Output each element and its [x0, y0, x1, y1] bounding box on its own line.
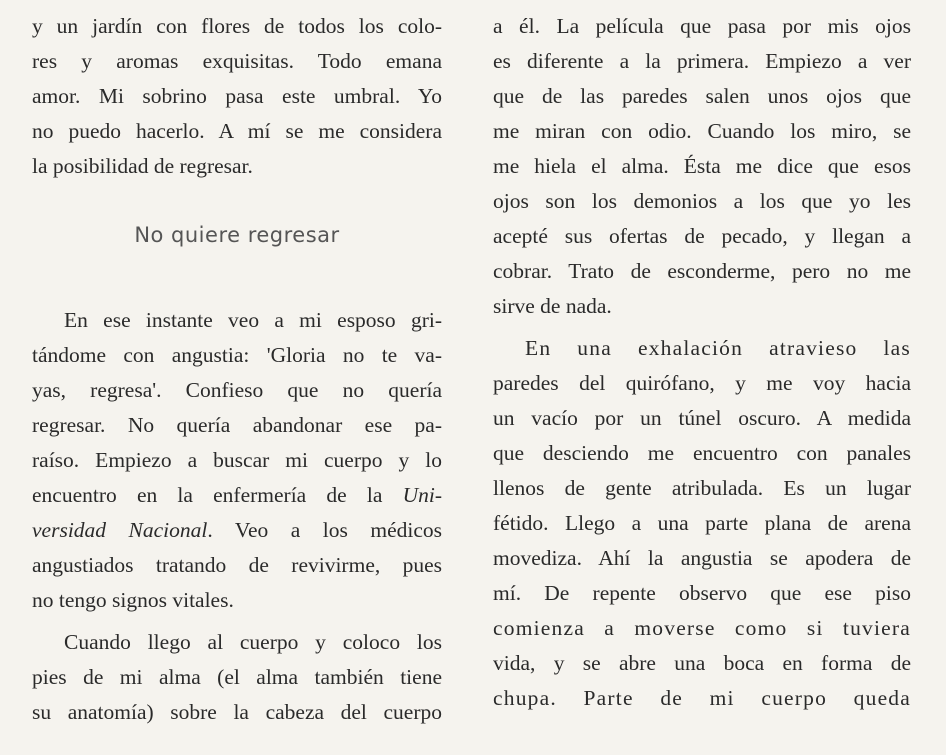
- text-line: ojos son los demonios a los que yo les: [493, 189, 911, 213]
- text-line: no puedo hacerlo. A mí se me considera: [32, 119, 442, 143]
- text-line: raíso. Empiezo a buscar mi cuerpo y lo: [32, 448, 442, 472]
- text-line: regresar. No quería abandonar ese pa-: [32, 413, 442, 437]
- text-line: que de las paredes salen unos ojos que: [493, 84, 911, 108]
- text-line: yas, regresa'. Confieso que no quería: [32, 378, 442, 402]
- text-line: pies de mi alma (el alma también tiene: [32, 665, 442, 689]
- text-line: movediza. Ahí la angustia se apodera de: [493, 546, 911, 570]
- text-line: [32, 481, 442, 509]
- text-line: no tengo signos vitales.: [32, 588, 234, 612]
- text-line: [32, 516, 442, 544]
- text-line: fétido. Llego a una parte plana de arena: [493, 511, 911, 535]
- text-line: Cuando llego al cuerpo y coloco los: [64, 630, 442, 654]
- text-line: angustiados tratando de revivirme, pues: [32, 553, 442, 577]
- text-line: que desciendo me encuentro con panales: [493, 441, 911, 465]
- text-fragment: encuentro en la enfermería de la: [32, 483, 383, 507]
- text-line: la posibilidad de regresar.: [32, 154, 253, 178]
- italic-fragment: versidad Nacional: [32, 518, 208, 542]
- text-line: vida, y se abre una boca en forma de: [493, 651, 911, 675]
- text-line: llenos de gente atribulada. Es un lugar: [493, 476, 911, 500]
- text-line: sirve de nada.: [493, 294, 612, 318]
- text-line: acepté sus ofertas de pecado, y llegan a: [493, 224, 911, 248]
- text-line: tándome con angustia: 'Gloria no te va-: [32, 343, 442, 367]
- text-line: res y aromas exquisitas. Todo emana: [32, 49, 442, 73]
- text-line: amor. Mi sobrino pasa este umbral. Yo: [32, 84, 442, 108]
- text-line: comienza a moverse como si tuviera: [493, 616, 911, 640]
- section-heading: No quiere regresar: [134, 223, 340, 247]
- text-line: me hiela el alma. Ésta me dice que esos: [493, 154, 911, 178]
- text-line: chupa. Parte de mi cuerpo queda: [493, 686, 911, 710]
- text-line: En ese instante veo a mi esposo gri-: [64, 308, 442, 332]
- text-line: paredes del quirófano, y me voy hacia: [493, 371, 911, 395]
- text-line: me miran con odio. Cuando los miro, se: [493, 119, 911, 143]
- text-fragment: . Veo a los médicos: [207, 518, 442, 542]
- text-line: su anatomía) sobre la cabeza del cuerpo: [32, 700, 442, 724]
- text-line: a él. La película que pasa por mis ojos: [493, 14, 911, 38]
- text-line: En una exhalación atravieso las: [525, 336, 911, 360]
- text-line: un vacío por un túnel oscuro. A medida: [493, 406, 911, 430]
- text-line: mí. De repente observo que ese piso: [493, 581, 911, 605]
- text-line: cobrar. Trato de esconderme, pero no me: [493, 259, 911, 283]
- text-line: es diferente a la primera. Empiezo a ver: [493, 49, 911, 73]
- italic-fragment: Uni-: [402, 483, 442, 507]
- text-line: y un jardín con flores de todos los colo-: [32, 14, 442, 38]
